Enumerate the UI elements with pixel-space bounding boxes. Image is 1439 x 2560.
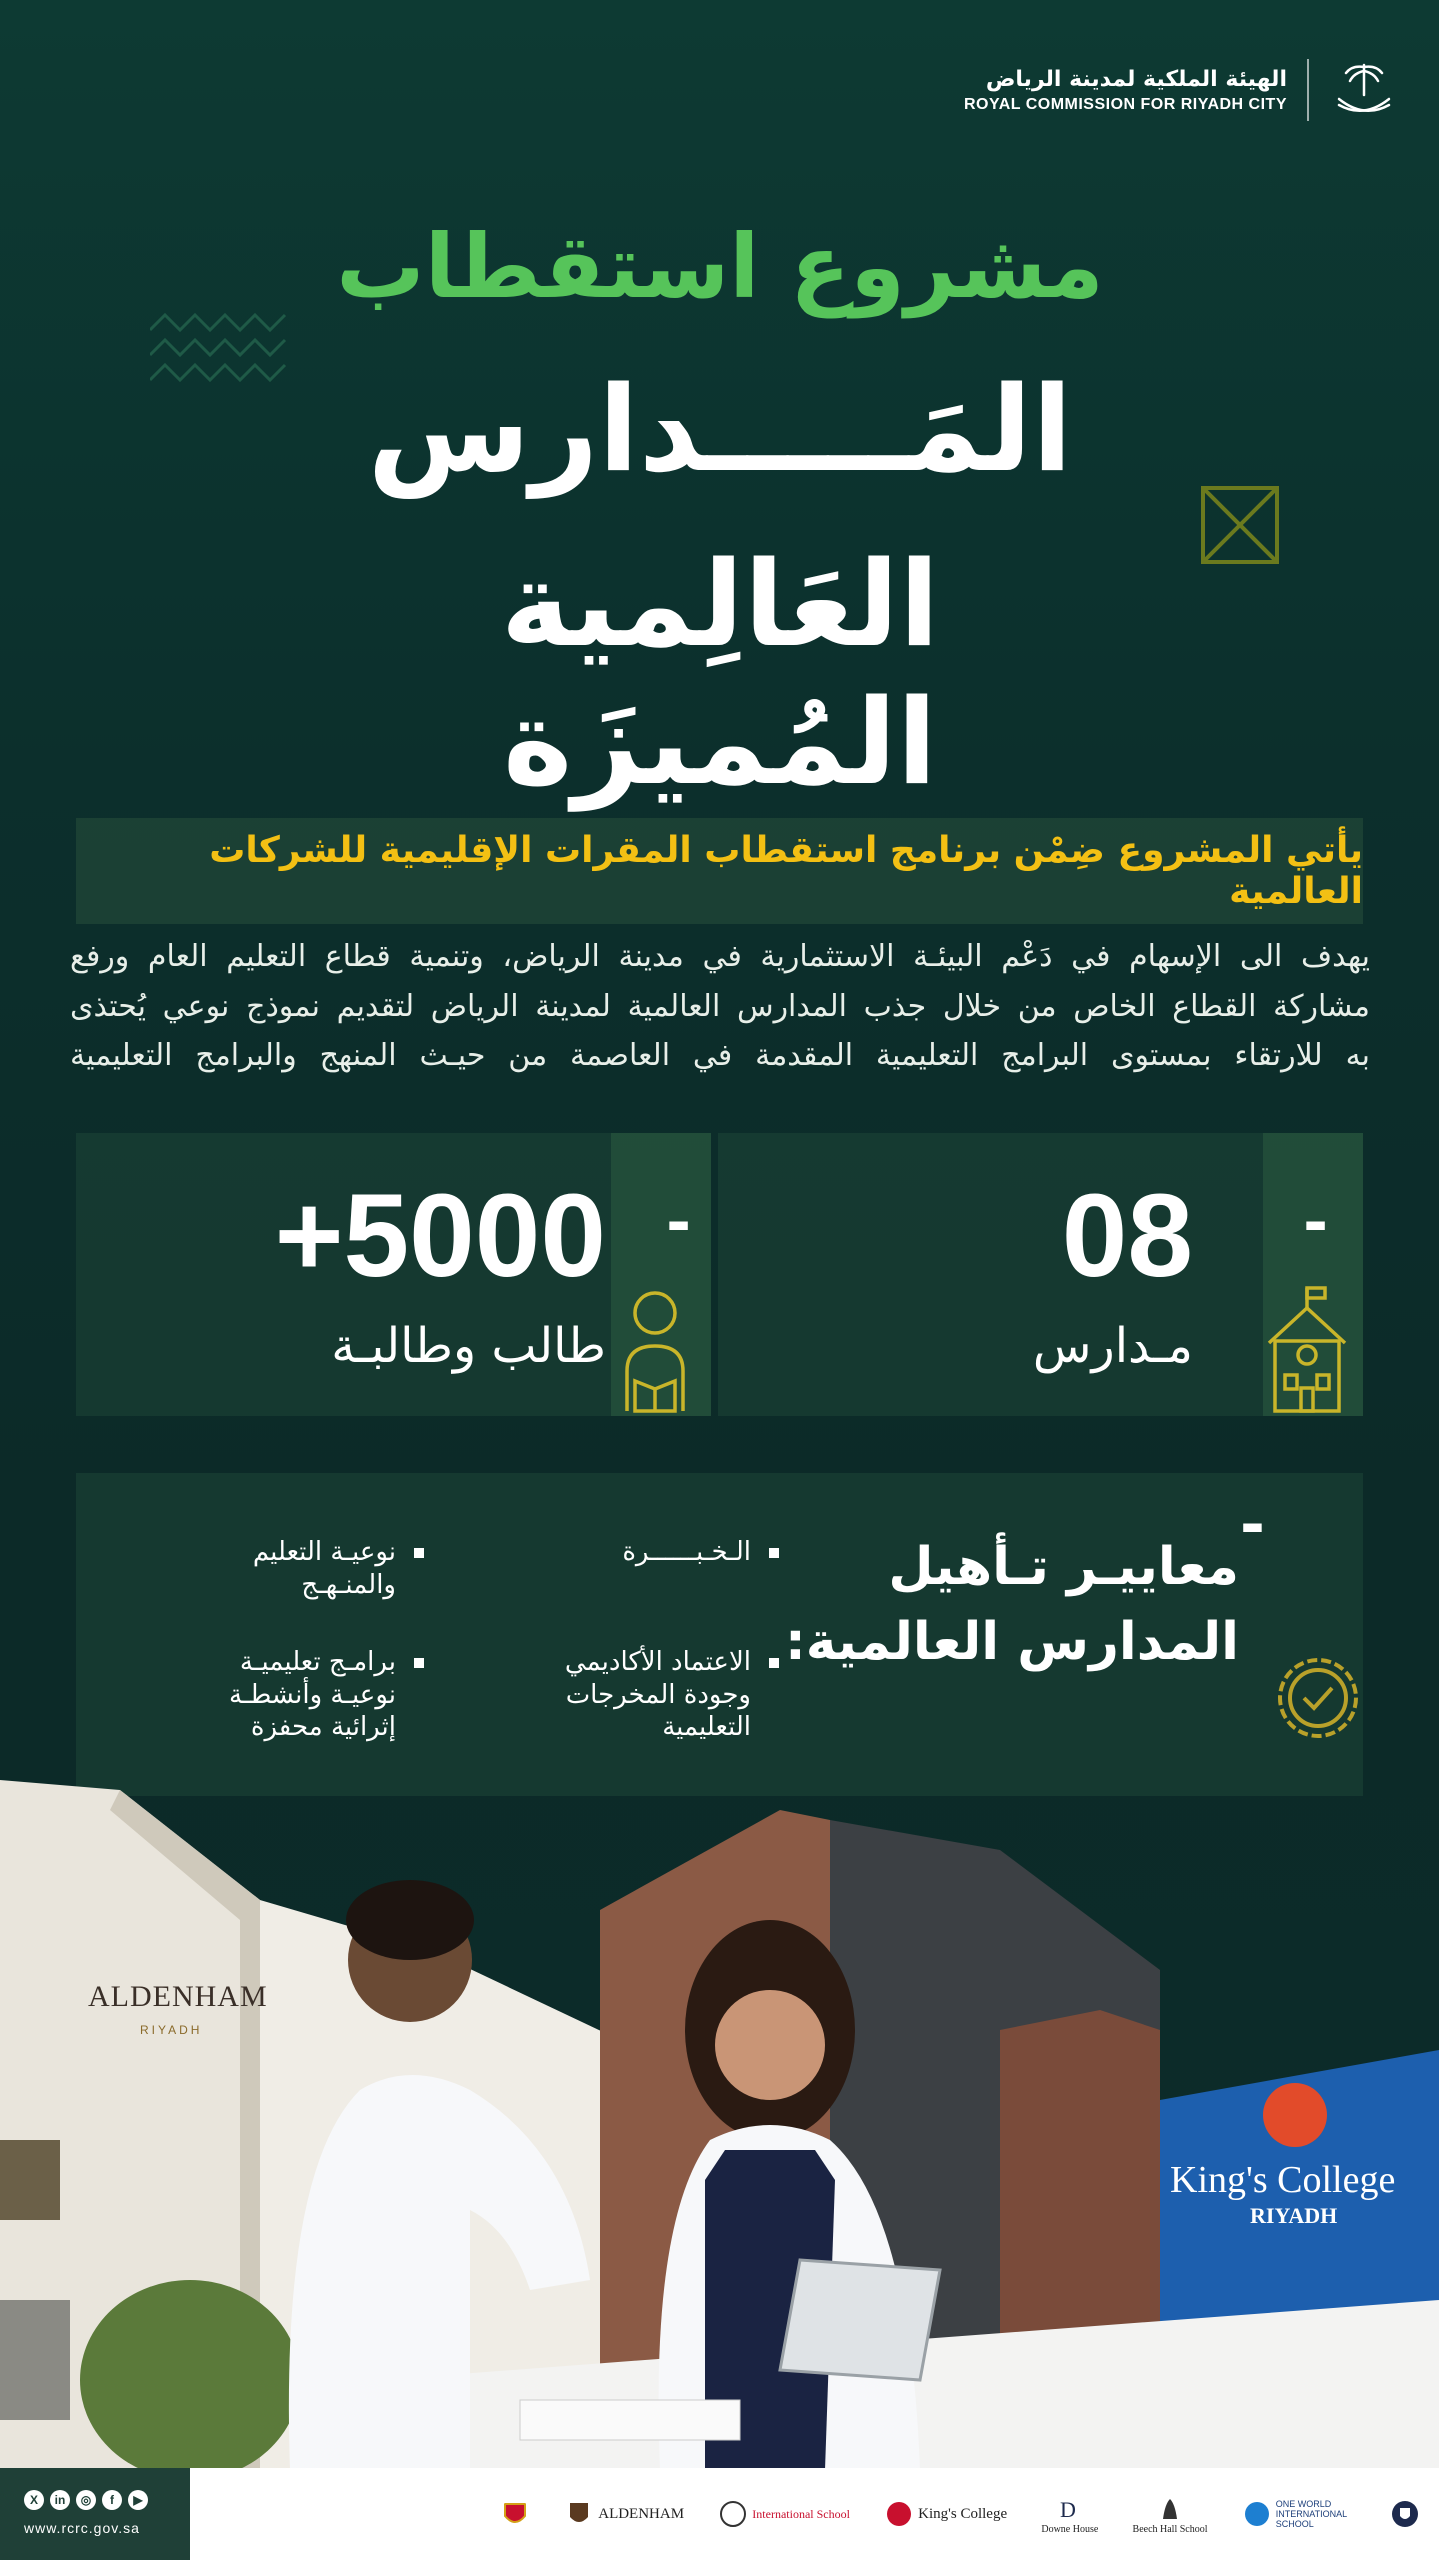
aldenham-sign-sub: RIYADH: [140, 2023, 203, 2037]
criteria-item-text: وجودة المخرجات: [565, 1679, 751, 1710]
stat-label-students: طالب وطالبـة: [331, 1318, 606, 1374]
title-line-1: مشروع استقطاب: [336, 215, 1104, 318]
badge-check-icon: [1270, 1650, 1365, 1745]
title-line-3: العَالِمية المُميزَة: [500, 535, 940, 811]
logo-divider: [1307, 59, 1309, 121]
kings-icon: [884, 2499, 914, 2529]
partner-logo-downe: [1041, 2494, 1098, 2535]
zigzag-decoration-icon: [150, 310, 290, 390]
partner-logo-crest: [500, 2499, 530, 2529]
criteria-item-text: الاعتماد الأكاديمي: [564, 1647, 751, 1677]
bullet-icon: [414, 1658, 424, 1668]
bullet-icon: [769, 1548, 779, 1558]
org-name-ar: الهيئة الملكية لمدينة الرياض: [985, 66, 1287, 92]
partner-name: Beech Hall School: [1132, 2523, 1208, 2535]
dash-marker: -: [1303, 1188, 1328, 1258]
stat-card-students: [76, 1133, 711, 1416]
banner-text: يأتي المشروع ضِمْن برنامج استقطاب المقرات الإقليمية للشركات العالمية: [209, 830, 1363, 912]
school-building-icon: [1259, 1283, 1355, 1413]
envelope-box-decoration-icon: [1195, 480, 1285, 570]
description-line: مشاركة القطاع الخاص من خلال جذب المدارس العالمية لمدينة الرياض لتقديم نموذج نوعي يُحتذى: [70, 988, 1370, 1024]
rcrc-logo: [939, 55, 1399, 125]
svg-text:D: D: [1059, 2496, 1076, 2522]
org-name-en: ROYAL COMMISSION FOR RIYADH CITY: [964, 95, 1287, 113]
bullet-icon: [769, 1658, 779, 1668]
partner-name: ONE WORLD INTERNATIONAL SCHOOL: [1275, 2499, 1347, 2529]
x-icon[interactable]: X: [24, 2490, 44, 2510]
criteria-item-text: نوعيـة التعليم: [252, 1537, 396, 1567]
crest-icon: [500, 2499, 530, 2529]
criteria-item-text: إثرائية محفزة: [250, 1712, 396, 1742]
title-line-2: المَـــــدارس: [367, 360, 1073, 498]
partner-name: ALDENHAM: [598, 2505, 685, 2522]
criteria-title-line-1: معاييـر تـأهيل: [888, 1537, 1239, 1597]
description-line: به للارتقاء بمستوى البرامج التعليمية المقدمة في العاصمة من حيـث المنهج والبرامج التعليمية: [70, 1038, 1370, 1073]
criteria-item-text: الـخـبــــــرة: [622, 1537, 751, 1567]
facebook-icon[interactable]: f: [102, 2490, 122, 2510]
program-banner: [76, 818, 1363, 924]
beech-hall-icon: [1155, 2494, 1185, 2524]
criteria-title: [785, 1530, 1239, 1681]
photo-illustration: [0, 1780, 1439, 2470]
criteria-item: [622, 1536, 779, 1569]
criteria-title-line-2: المدارس العالمية:: [784, 1612, 1239, 1673]
criteria-item-text: برامـج تعليميـة: [239, 1647, 396, 1677]
kings-college-sign: King's College: [1170, 2159, 1396, 2201]
rcrc-logo-text: [964, 67, 1287, 114]
partner-logos: [500, 2478, 1420, 2550]
footer-social-panel: [0, 2468, 190, 2560]
criteria-item: [253, 1536, 424, 1601]
stat-number-students: +5000: [274, 1170, 606, 1302]
partner-name: International School: [752, 2506, 850, 2521]
stat-card-schools: [718, 1133, 1363, 1416]
criteria-item-text: والمنـهـج: [301, 1569, 396, 1600]
partner-logo-kings: [884, 2499, 1007, 2529]
partner-logo-aldenham: [564, 2499, 684, 2529]
partner-logo-beech-hall: [1133, 2494, 1208, 2535]
student-reading-icon: [607, 1283, 703, 1413]
dash-marker: -: [666, 1188, 691, 1258]
kings-college-sign-sub: RIYADH: [1250, 2203, 1338, 2228]
linkedin-icon[interactable]: in: [50, 2490, 70, 2510]
stat-number-schools: 08: [1061, 1170, 1193, 1302]
partner-name: Downe House: [1041, 2523, 1099, 2535]
bullet-icon: [414, 1548, 424, 1558]
aldenham-sign: ALDENHAM: [88, 1980, 268, 2013]
stat-label-schools: مـدارس: [1032, 1318, 1193, 1374]
dash-marker: -: [1240, 1490, 1265, 1560]
criteria-item: [565, 1646, 779, 1744]
partner-logo-one-world: [1242, 2499, 1356, 2529]
criteria-item: [229, 1646, 424, 1744]
partner-logo-shield: [1390, 2499, 1420, 2529]
one-world-icon: [1242, 2499, 1272, 2529]
description: [70, 935, 1370, 1084]
downe-house-icon: [1055, 2494, 1085, 2524]
instagram-icon[interactable]: ◎: [76, 2490, 96, 2510]
website-link[interactable]: www.rcrc.gov.sa: [24, 2520, 140, 2536]
criteria-item-text: التعليمية: [662, 1712, 751, 1742]
sek-icon: [718, 2499, 748, 2529]
shield-icon: [1390, 2499, 1420, 2529]
partner-name: King's College: [918, 2505, 1008, 2522]
partner-logo-sek: [718, 2499, 850, 2529]
social-links: [24, 2490, 148, 2510]
description-line: يهدف الى الإسهام في دَعْم البيئـة الاستثمارية في مدينة الرياض، وتنمية قطاع التعليم العام ورفع: [70, 939, 1370, 974]
students-schools-photo: [0, 1780, 1439, 2470]
youtube-icon[interactable]: ▶: [128, 2490, 148, 2510]
palm-swords-emblem-icon: [1329, 55, 1399, 125]
criteria-item-text: نوعيـة وأنشطـة: [229, 1679, 396, 1710]
aldenham-crest-icon: [564, 2499, 594, 2529]
